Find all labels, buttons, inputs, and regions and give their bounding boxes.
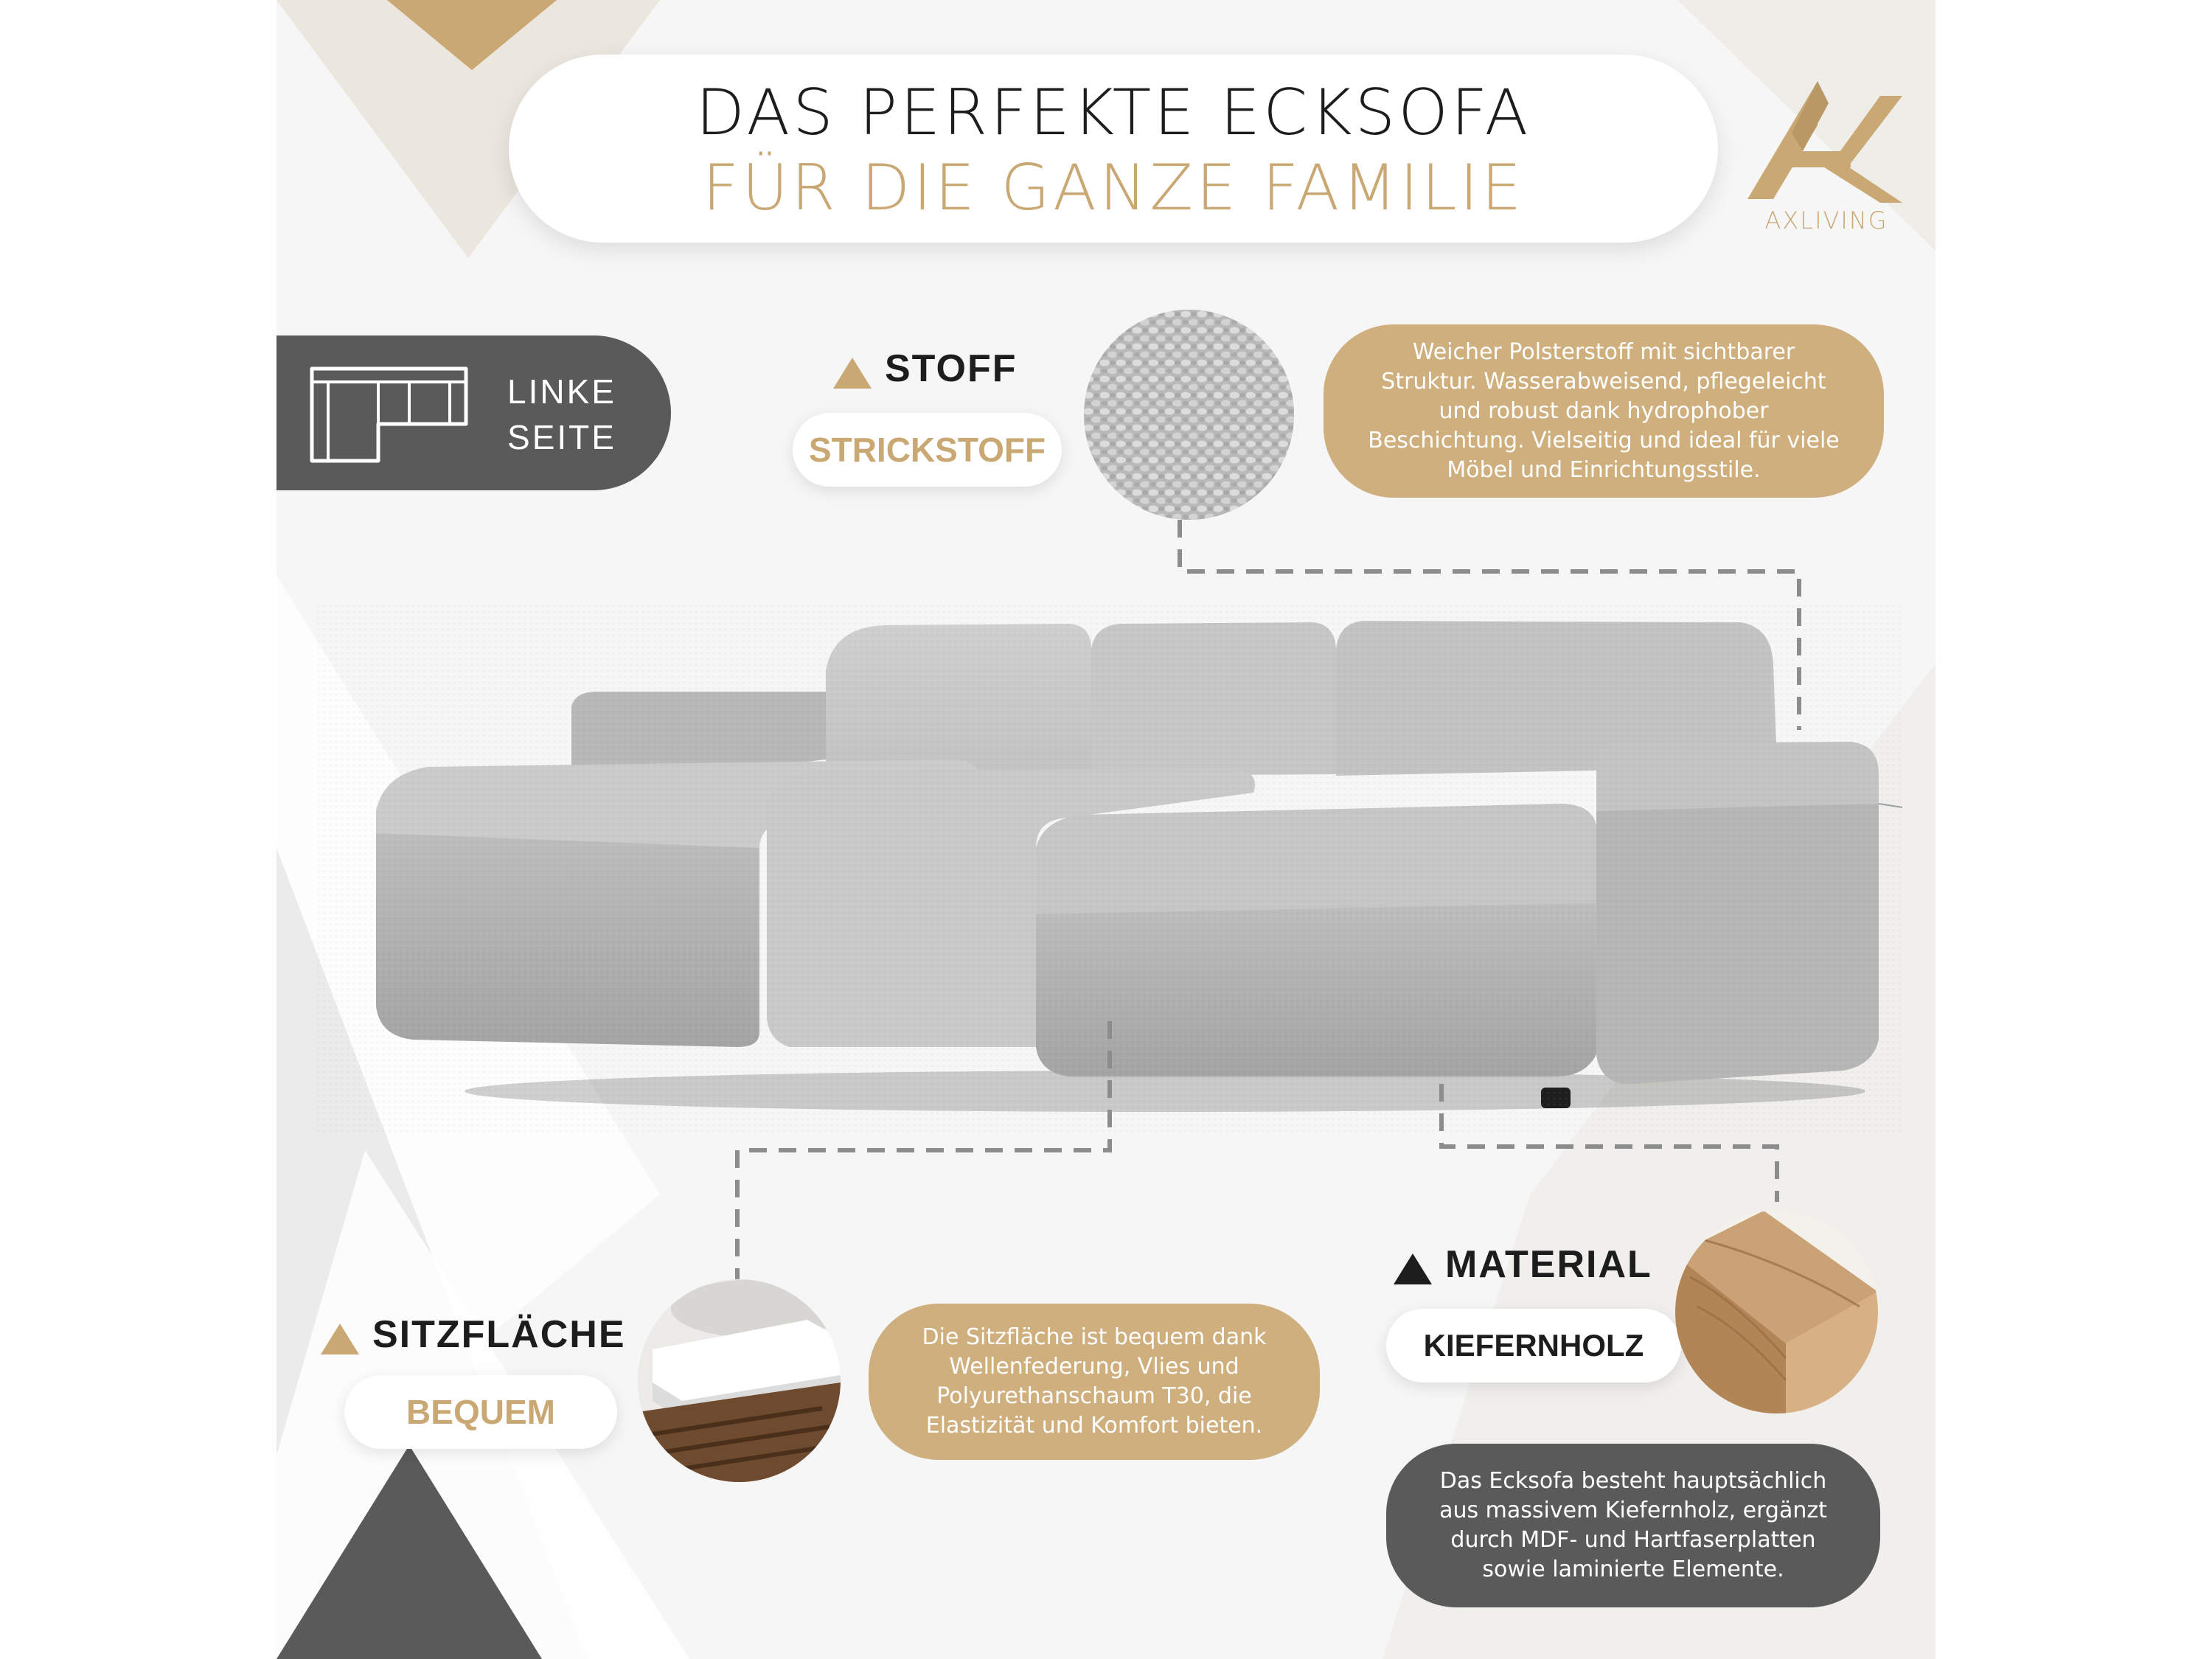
seat-description: Die Sitzfläche ist bequem dank Wellenfederung, Vlies und Polyurethanschaum T30, die Elastizität und Komfort bieten. [869, 1304, 1320, 1460]
orientation-line-2: SEITE [507, 418, 616, 456]
seat-triangle-icon [321, 1324, 359, 1354]
fabric-heading: STOFF [885, 347, 1018, 390]
fabric-description: Weicher Polsterstoff mit sichtbarer Struktur. Wasserabweisend, pflegeleicht und robust dank hydrophober Beschichtung. Vielseitig und ideal für viele Möbel und Einrichtungsstile. [1324, 324, 1884, 498]
seat-tag: BEQUEM [344, 1375, 617, 1449]
fabric-tag: STRICKSTOFF [793, 413, 1062, 487]
orientation-line-1: LINKE [507, 372, 616, 411]
brand-name: AXLIVING [1764, 206, 1888, 234]
seat-layers-image [638, 1279, 841, 1482]
material-triangle-icon [1394, 1253, 1432, 1284]
pine-wood-icon [1675, 1211, 1878, 1413]
pine-wood-image [1675, 1211, 1878, 1413]
material-heading: MATERIAL [1445, 1243, 1652, 1286]
title-line-2: FÜR DIE GANZE FAMILIE [702, 151, 1525, 225]
seat-heading: SITZFLÄCHE [372, 1313, 626, 1356]
material-description: Das Ecksofa besteht hauptsächlich aus massivem Kiefernholz, ergänzt durch MDF- und Hartfaserplatten sowie laminierte Elemente. [1386, 1444, 1880, 1607]
material-tag: KIEFERNHOLZ [1386, 1309, 1681, 1382]
seat-layers-icon [638, 1279, 841, 1482]
title-line-1: DAS PERFEKTE ECKSOFA [695, 76, 1531, 150]
